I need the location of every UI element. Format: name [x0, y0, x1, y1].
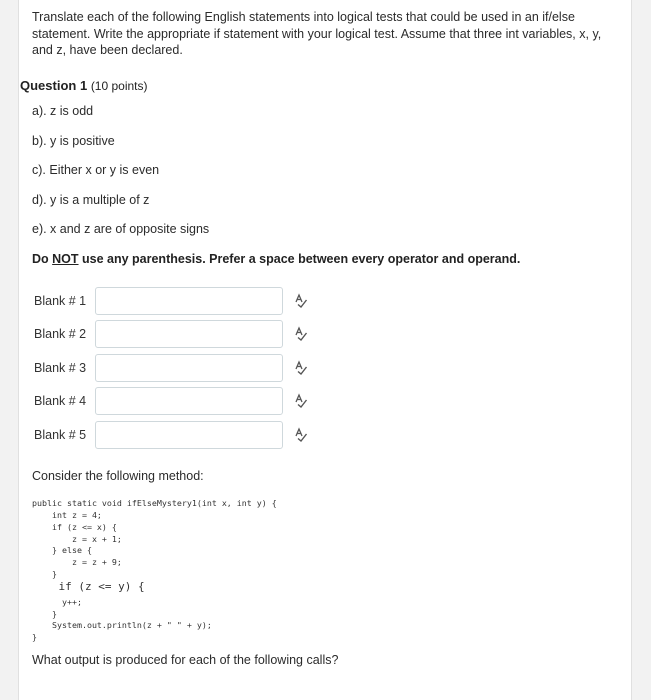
- spellcheck-icon[interactable]: [293, 427, 309, 443]
- blank-label-1: Blank # 1: [34, 294, 87, 308]
- blank-label-5: Blank # 5: [34, 428, 87, 442]
- code-line-5: } else {: [32, 545, 92, 555]
- blank-row-2: [34, 320, 354, 348]
- blank-row-5: [34, 421, 354, 449]
- code-line-2: int z = 4;: [32, 510, 102, 520]
- instruction-post: use any parenthesis. Prefer a space between every operator and operand.: [78, 252, 521, 266]
- question-title: [20, 78, 148, 93]
- blank-input-4[interactable]: [95, 387, 283, 415]
- part-c: c). Either x or y is even: [32, 163, 160, 177]
- code-line-8: if (z <= y) {: [32, 580, 145, 593]
- blank-row-1: [34, 287, 354, 315]
- instruction-not: NOT: [52, 252, 79, 266]
- code-line-10: }: [32, 609, 57, 619]
- code-line-12: }: [32, 632, 37, 642]
- blank-row-4: [34, 387, 354, 415]
- code-line-1: public static void ifElseMystery1(int x, int y) {: [32, 498, 277, 508]
- blank-label-3: Blank # 3: [34, 361, 87, 375]
- blank-input-2[interactable]: [95, 320, 283, 348]
- spellcheck-icon[interactable]: [293, 293, 309, 309]
- question-card: [18, 0, 632, 700]
- part-d: d). y is a multiple of z: [32, 193, 150, 207]
- instruction: [32, 252, 520, 266]
- code-line-9: y++;: [32, 597, 82, 607]
- blank-input-1[interactable]: [95, 287, 283, 315]
- part-e: e). x and z are of opposite signs: [32, 222, 210, 236]
- blank-input-5[interactable]: [95, 421, 283, 449]
- code-line-6: z = z + 9;: [32, 557, 122, 567]
- question-points: (10 points): [90, 79, 148, 93]
- part-a: a). z is odd: [32, 104, 94, 118]
- blank-input-3[interactable]: [95, 354, 283, 382]
- blank-label-4: Blank # 4: [34, 394, 87, 408]
- blank-row-3: [34, 354, 354, 382]
- spellcheck-icon[interactable]: [293, 326, 309, 342]
- blank-label-2: Blank # 2: [34, 327, 87, 341]
- part-b: b). y is positive: [32, 134, 115, 148]
- code-line-11: System.out.println(z + " " + y);: [32, 620, 212, 630]
- question-number: Question 1: [20, 78, 88, 93]
- spellcheck-icon[interactable]: [293, 360, 309, 376]
- consider-text: Consider the following method:: [32, 469, 204, 483]
- code-line-7: }: [32, 569, 57, 579]
- code-line-3: if (z <= x) {: [32, 522, 117, 532]
- spellcheck-icon[interactable]: [293, 393, 309, 409]
- code-line-4: z = x + 1;: [32, 534, 122, 544]
- instruction-pre: Do: [32, 252, 53, 266]
- what-output-text: What output is produced for each of the following calls?: [32, 653, 339, 667]
- intro-text: Translate each of the following English statements into logical tests that could be used in an if/else statement. Write the appropriate if statement with your logical test. Assume that three int variables, x, y, and z, have been declared.: [32, 10, 602, 57]
